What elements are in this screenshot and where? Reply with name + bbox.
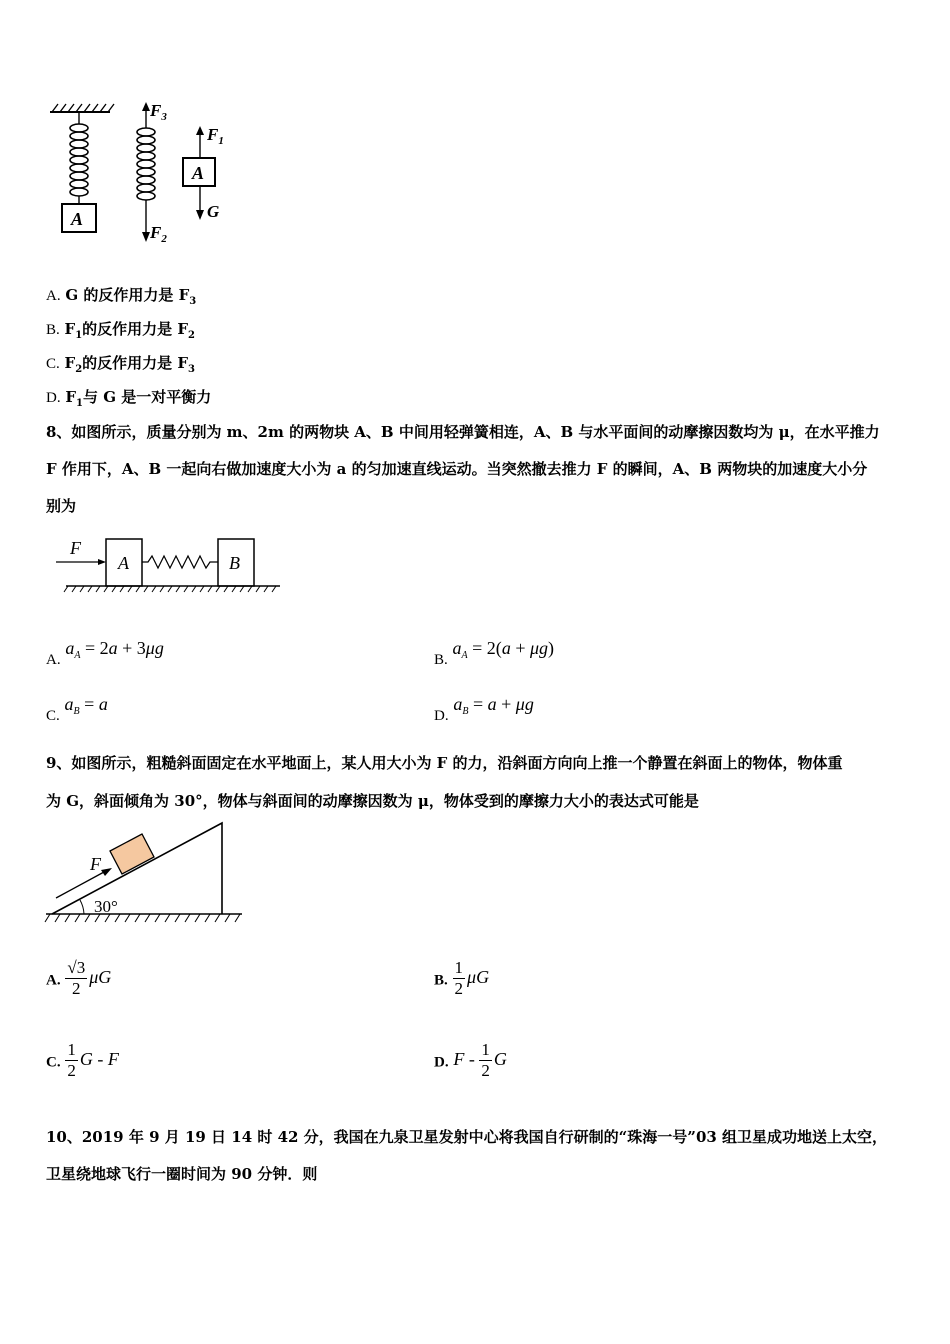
q9-option-d-expr: F - $\frac{1}{2}$ G (453, 1040, 507, 1080)
q9-angle-label: 30° (94, 897, 118, 916)
q9-incline-figure (44, 818, 246, 930)
q10-stem-line1: 10、2019 年 9 月 19 日 14 时 42 分，我国在九泉卫星发射中心将我国自行研制的“珠海一号”03 组卫星成功地送上太空， (46, 1128, 888, 1146)
block-a-label-right: A (192, 163, 205, 183)
q8-option-a: A. $a_A = 2a + 3\mu g$ (46, 638, 164, 668)
label-f2: $F_2$ (150, 223, 167, 245)
q7-option-c: C. $F_2$的反作用力是 $F_3$ (46, 354, 196, 375)
q8-stem-line2: F 作用下，A、B 一起向右做加速度大小为 a 的匀加速直线运动。当突然撤去推力 F 的瞬间，A、B 两物块的加速度大小分 (46, 460, 868, 478)
q8-block-b-label: B (229, 553, 240, 573)
q9-stem-line2: 为 G，斜面倾角为 30°，物体与斜面间的动摩擦因数为 μ，物体受到的摩擦力大小的表达式可能是 (46, 792, 699, 810)
q8-block-a-label: A (118, 553, 129, 573)
q7-option-d: D. $F_1$与 G 是一对平衡力 (46, 388, 212, 409)
q8-blocks-figure (52, 534, 288, 596)
q9-option-a-expr: $\frac{√3}{2}$ μG (67, 958, 112, 998)
q8-option-b-expr: $a_A = 2(a + \mu g)$ (452, 638, 555, 661)
q8-option-c-expr: $a_B = a$ (64, 694, 108, 717)
spring-force-figure (44, 100, 244, 250)
q8-option-b: B. $a_A = 2(a + \mu g)$ (434, 638, 555, 668)
q7-option-a: A. G 的反作用力是 $F_3$ (46, 286, 197, 307)
q8-option-d-expr: $a_B = a + \mu g$ (453, 694, 534, 717)
q8-stem-line1: 8、如图所示，质量分别为 m、2m 的两物块 A、B 中间用轻弹簧相连，A、B 与水平面间的动摩擦因数均为 μ，在水平推力 (46, 423, 880, 441)
q9-force-label: F (90, 854, 101, 874)
q8-stem-line3: 别为 (46, 497, 77, 515)
q9-stem-line1: 9、如图所示，粗糙斜面固定在水平地面上，某人用大小为 F 的力，沿斜面方向向上推一个静置在斜面上的物体，物体重 (46, 754, 843, 772)
q9-option-b-expr: $\frac{1}{2}$ μG (454, 958, 490, 998)
label-g: G (207, 202, 220, 221)
q9-option-a: A. $\frac{√3}{2}$ μG (46, 958, 112, 998)
q8-option-d: D. $a_B = a + \mu g$ (434, 694, 534, 724)
q9-option-d: D. F - $\frac{1}{2}$ G (434, 1040, 507, 1080)
q7-option-b: B. $F_1$的反作用力是 $F_2$ (46, 320, 196, 341)
q10-stem-line2: 卫星绕地球飞行一圈时间为 90 分钟．则 (46, 1165, 318, 1183)
q8-option-a-expr: $a_A = 2a + 3\mu g$ (65, 638, 164, 661)
q8-option-c: C. $a_B = a$ (46, 694, 108, 724)
block-a-label-left: A (71, 209, 84, 229)
q8-force-label: F (70, 538, 81, 558)
q9-option-c: C. $\frac{1}{2}$ G - F (46, 1040, 119, 1080)
label-f3: $F_3$ (150, 101, 167, 123)
q9-option-c-expr: $\frac{1}{2}$ G - F (67, 1040, 119, 1080)
q9-option-b: B. $\frac{1}{2}$ μG (434, 958, 490, 998)
label-f1: $F_1$ (207, 125, 224, 147)
